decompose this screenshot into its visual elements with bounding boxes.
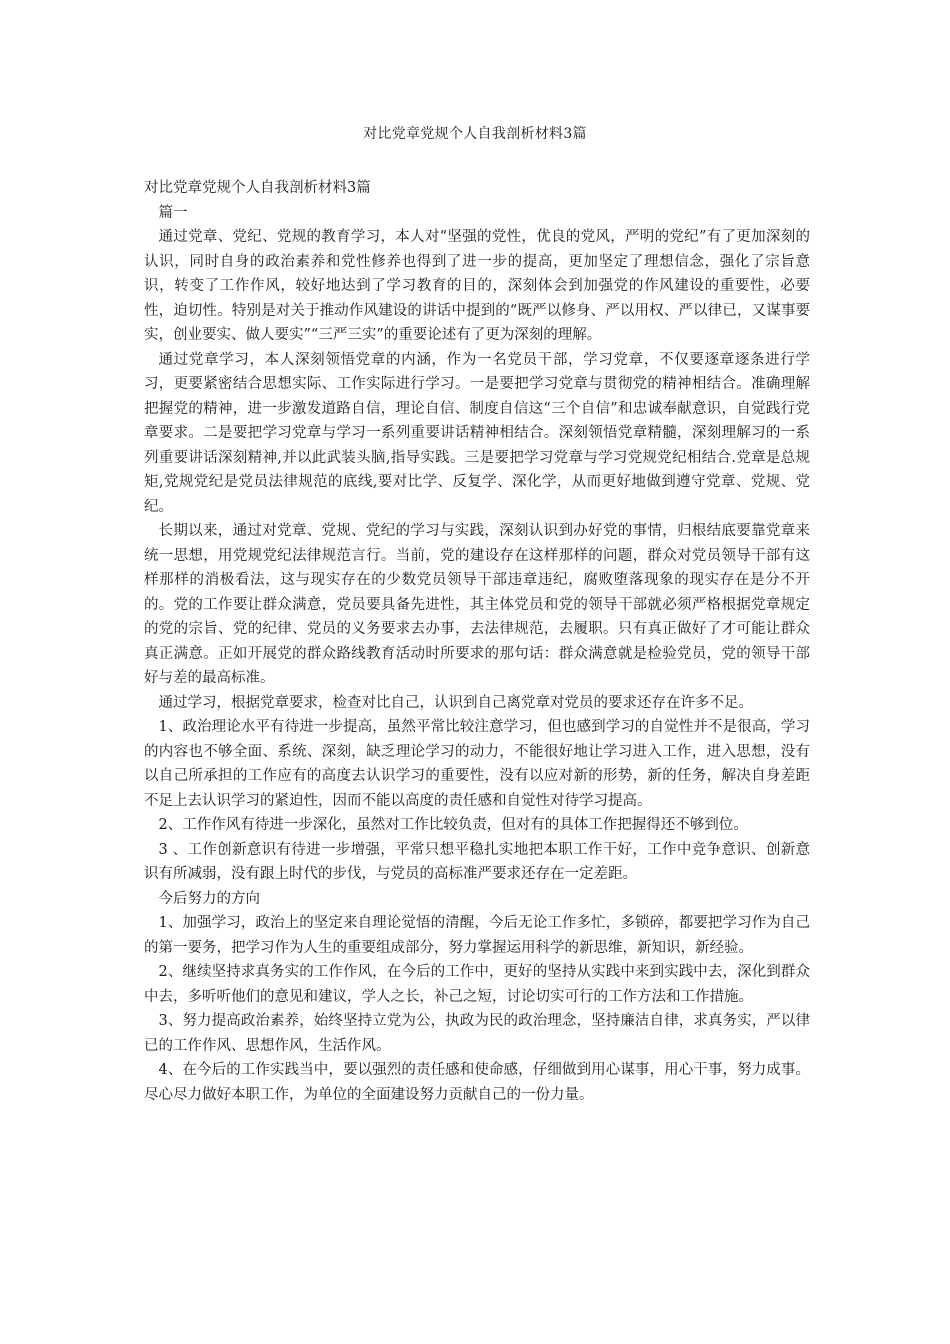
document-body [144, 176, 810, 1107]
paragraph: 2、工作作风有待进一步深化，虽然对工作比较负责，但对有的具体工作把握得还不够到位。 [158, 817, 748, 833]
paragraph: 1、政治理论水平有待进一步提高，虽然平常比较注意学习，但也感到学习的自觉性并不是很高，学习的内容也不够全面、系统、深刻，缺乏理论学习的动力，不能很好地让学习进入工作，进入思想，没有以自己所承担的工作应有的高度去认识学习的重要性，没有以应对新的形势，新的任务，解决自身差距不足上去认识学习的紧迫性，因而不能以高度的责任感和自觉性对待学习提高。 [144, 719, 810, 809]
paragraph: 3、努力提高政治素养，始终坚持立党为公，执政为民的政治理念，坚持廉洁自律，求真务实，严以律已的工作作风、思想作风，生活作风。 [144, 1013, 810, 1054]
paragraph: 通过党章、党纪、党规的教育学习，本人对“坚强的党性，优良的党风，严明的党纪”有了更加深刻的认识，同时自身的政治素养和党性修养也得到了进一步的提高，更加坚定了理想信念，强化了宗旨意识，转变了工作作风，较好地达到了学习教育的目的，深刻体会到加强党的作风建设的重要性，必要性，迫切性。特别是对关于推动作风建设的讲话中提到的“既严以修身、严以用权、严以律已，又谋事要实，创业要实、做人要实”“三严三实”的重要论述有了更为深刻的理解。 [144, 229, 810, 343]
paragraph: 通过学习，根据党章要求，检查对比自己，认识到自己离党章对党员的要求还存在许多不足。 [158, 694, 753, 711]
paragraph: 2、继续坚持求真务实的工作作风，在今后的工作中，更好的坚持从实践中来到实践中去，深化到群众中去，多听听他们的意见和建议，学人之长，补己之短，讨论切实可行的工作方法和工作措施。 [144, 964, 810, 1005]
document-subtitle: 对比党章党规个人自我剖析材料3篇 [144, 180, 371, 196]
section-heading: 篇一 [158, 204, 188, 221]
paragraph: 通过党章学习，本人深刻领悟党章的内涵，作为一名党员干部，学习党章，不仅要逐章逐条进行学习，更要紧密结合思想实际、工作实际进行学习。一是要把学习党章与贯彻党的精神相结合。准确理解把握党的精神，进一步激发道路自信，理论自信、制度自信这“三个自信”和忠诚奉献意识，自觉践行党章要求。二是要把学习党章与学习一系列重要讲话精神相结合。深刻领悟党章精髓，深刻理解习的一系列重要讲话深刻精神,并以此武装头脑,指导实践。三是要把学习党章与学习党规党纪相结合.党章是总规矩,党规党纪是党员法律规范的底线,要对比学、反复学、深化学，从而更好地做到遵守党章、党规、党纪。 [144, 351, 810, 515]
paragraph: 1、加强学习，政治上的坚定来自理论觉悟的清醒，今后无论工作多忙，多锁碎，都要把学习作为自己的第一要务，把学习作为人生的重要组成部分，努力掌握运用科学的新思维，新知识，新经验。 [144, 915, 810, 956]
document-title: 对比党章党规个人自我剖析材料3篇 [363, 126, 587, 142]
paragraph: 4、在今后的工作实践当中，要以强烈的责任感和使命感，仔细做到用心谋事，用心干事，努力成事。尽心尽力做好本职工作，为单位的全面建设努力贡献自己的一份力量。 [144, 1062, 810, 1103]
paragraph: 3 、工作创新意识有待进一步增强，平常只想平稳扎实地把本职工作干好，工作中竞争意识、创新意识有所减弱，没有跟上时代的步伐，与党员的高标准严要求还存在一定差距。 [144, 841, 810, 882]
paragraph: 长期以来，通过对党章、党规、党纪的学习与实践，深刻认识到办好党的事情，归根结底要靠党章来统一思想，用党规党纪法律规范言行。当前，党的建设存在这样那样的问题，群众对党员领导干部有这样那样的消极看法，这与现实存在的少数党员领导干部违章违纪，腐败堕落现象的现实存在是分不开的。党的工作要让群众满意，党员要具备先进性，其主体党员和党的领导干部就必须严格根据党章规定的党的宗旨、党的纪律、党员的义务要求去办事，去法律规范，去履职。只有真正做好了才可能让群众真正满意。正如开展党的群众路线教育活动时所要求的那句话：群众满意就是检验党员，党的领导干部好与差的最高标准。 [144, 523, 810, 686]
section-heading: 今后努力的方向 [158, 890, 260, 907]
